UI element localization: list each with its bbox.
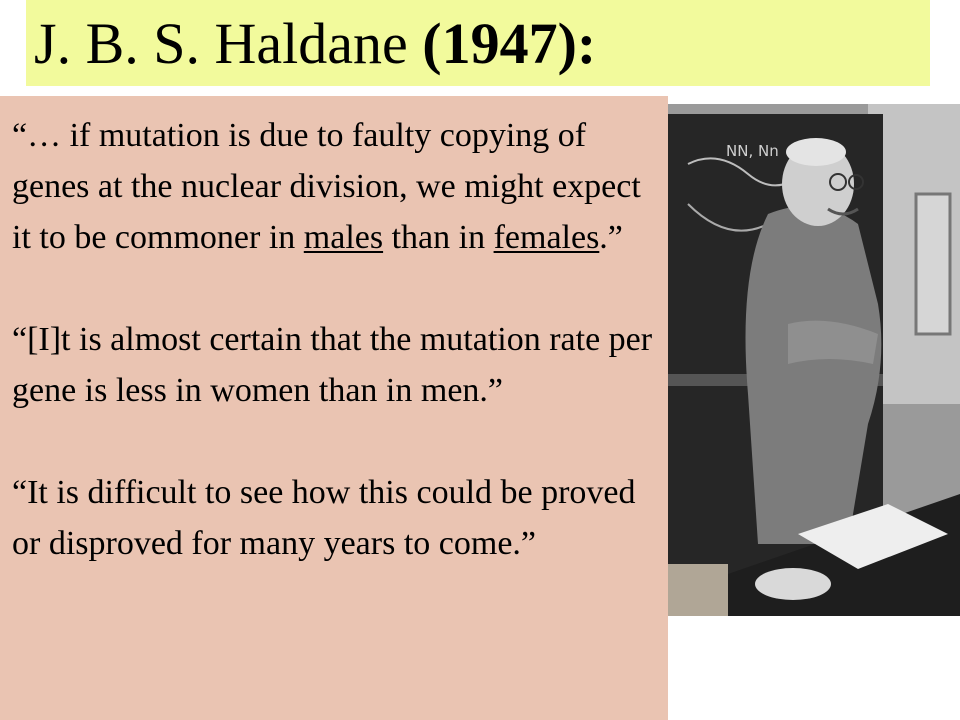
- slide-title: [34, 6, 596, 82]
- quote-3-text: “It is difficult to see how this could be proved or disproved for many years to come.”: [12, 474, 636, 562]
- photo-illustration: [668, 104, 960, 616]
- quote-2: [12, 314, 662, 416]
- quote-1-middle: than in: [383, 219, 494, 256]
- underlined-males: males: [303, 219, 384, 256]
- quote-3: [12, 467, 662, 569]
- quotes-block: [12, 110, 662, 569]
- quote-1-after: .”: [599, 219, 623, 256]
- quote-1: [12, 110, 662, 263]
- title-year: (1947):: [422, 11, 597, 76]
- lecturer-photo: [668, 104, 960, 616]
- quote-1-before: “… if mutation is due to faulty copying of genes at the nuclear division, we might expect it to be commoner in: [12, 117, 641, 256]
- blackboard-text: NN, Nn: [726, 142, 779, 160]
- quote-2-text: “[I]t is almost certain that the mutation rate per gene is less in women than in men.”: [12, 321, 653, 409]
- underlined-females: females: [493, 219, 600, 256]
- title-name: J. B. S. Haldane: [34, 11, 423, 76]
